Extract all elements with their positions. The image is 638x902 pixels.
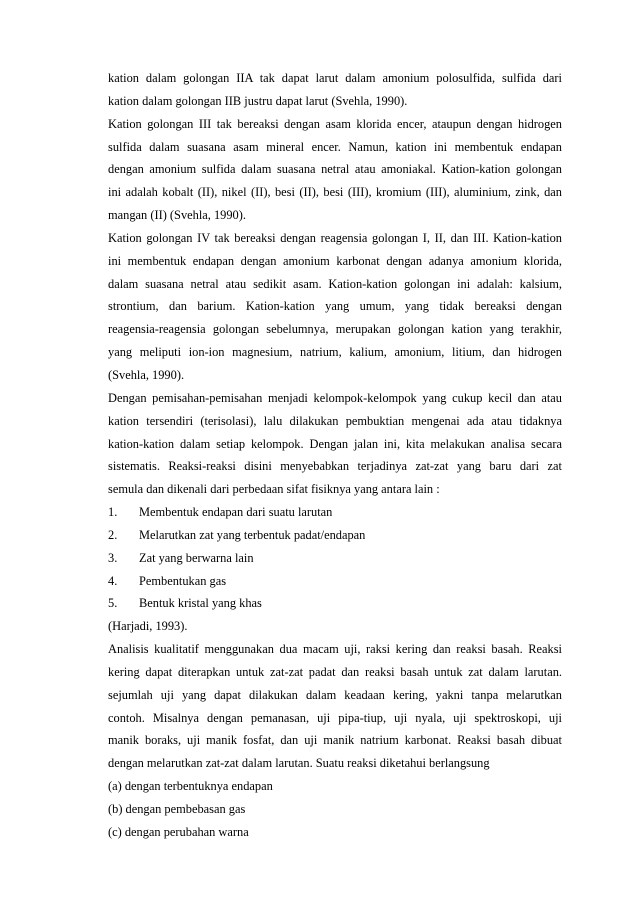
list-text: Membentuk endapan dari suatu larutan [139,505,333,520]
list-item [108,592,562,615]
text-line: strontium, dan barium. Kation-kation yang umum, yang tidak bereaksi dengan [108,299,562,314]
list-text: Pembentukan gas [139,573,227,588]
text-line: kering dapat diterapkan untuk zat-zat padat dan reaksi basah untuk zat dalam larutan. [108,664,562,679]
text-line: (Harjadi, 1993). [108,619,188,634]
text-line: Kation golongan III tak bereaksi dengan asam klorida encer, ataupun dengan hidrogen [108,116,562,131]
text-line: dengan melarutkan zat-zat dalam larutan. Suatu reaksi diketahui berlangsung [108,756,490,771]
text-line: Dengan pemisahan-pemisahan menjadi kelompok-kelompok yang cukup kecil dan atau [108,390,562,405]
text-line: ini adalah kobalt (II), nikel (II), besi (II), besi (III), kromium (III), aluminium, zink, dan [108,185,562,200]
text-line: Kation golongan IV tak bereaksi dengan reagensia golongan I, II, dan III. Kation-kation [108,230,562,245]
list-number: 1. [108,505,118,520]
list-text: Melarutkan zat yang terbentuk padat/endapan [139,527,366,542]
list-item [108,547,562,570]
text-line: (b) dengan pembebasan gas [108,802,246,816]
list-item [108,524,562,547]
text-line: kation tersendiri (terisolasi), lalu dilakukan pembuktian mengenai ada atau tidaknya [108,413,562,428]
list-number: 2. [108,527,118,542]
text-line: sistematis. Reaksi-reaksi disini menyebabkan terjadinya zat-zat yang baru dari zat [108,459,562,474]
text-line: reagensia-reagensia golongan sebelumnya, merupakan golongan kation yang terakhir, [108,322,562,337]
list-text: Bentuk kristal yang khas [139,596,262,611]
text-line: (a) dengan terbentuknya endapan [108,779,273,794]
text-line: kation dalam golongan IIA tak dapat larut dalam amonium polosulfida, sulfida dari [108,71,562,85]
list-item [108,570,562,593]
list-number: 3. [108,550,118,565]
text-line: contoh. Misalnya dengan pemanasan, uji pipa-tiup, uji nyala, uji spektroskopi, uji [108,710,562,725]
text-line: dengan amonium sulfida dalam suasana netral atau amoniakal. Kation-kation golongan [108,162,562,177]
text-line: Analisis kualitatif menggunakan dua macam uji, raksi kering dan reaksi basah. Reaksi [108,642,562,657]
list-item [108,501,562,524]
text-line: dalam suasana netral atau sedikit asam. Kation-kation golongan ini adalah: kalsium, [108,276,562,291]
text-line: ini membentuk endapan dengan amonium karbonat dengan adanya amonium klorida, [108,253,562,268]
text-line: kation-kation dalam setiap kelompok. Dengan jalan ini, kita melakukan analisa secara [108,436,562,451]
text-line: kation dalam golongan IIB justru dapat larut (Svehla, 1990). [108,93,408,108]
list-number: 5. [108,596,118,611]
text-line: yang meliputi ion-ion magnesium, natrium, kalium, amonium, litium, dan hidrogen [108,345,562,360]
list-text: Zat yang berwarna lain [139,550,254,565]
paragraph-block-cation-groups [108,67,562,501]
numbered-list-properties [108,501,562,615]
text-line: mangan (II) (Svehla, 1990). [108,208,246,223]
text-line: (Svehla, 1990). [108,367,185,382]
text-line: manik boraks, uji manik fosfat, dan uji manik natrium karbonat. Reaksi basah dibuat [108,733,562,748]
document-page [108,67,562,844]
paragraph-block-qualitative-analysis [108,615,562,843]
text-line: sulfida dalam suasana asam mineral encer. Namun, kation ini membentuk endapan [108,139,562,154]
text-line: sejumlah uji yang dapat dilakukan dalam keadaan kering, yakni tanpa melarutkan [108,687,562,702]
text-line: (c) dengan perubahan warna [108,824,249,839]
list-number: 4. [108,573,118,588]
text-line: semula dan dikenali dari perbedaan sifat fisiknya yang antara lain : [108,482,440,497]
